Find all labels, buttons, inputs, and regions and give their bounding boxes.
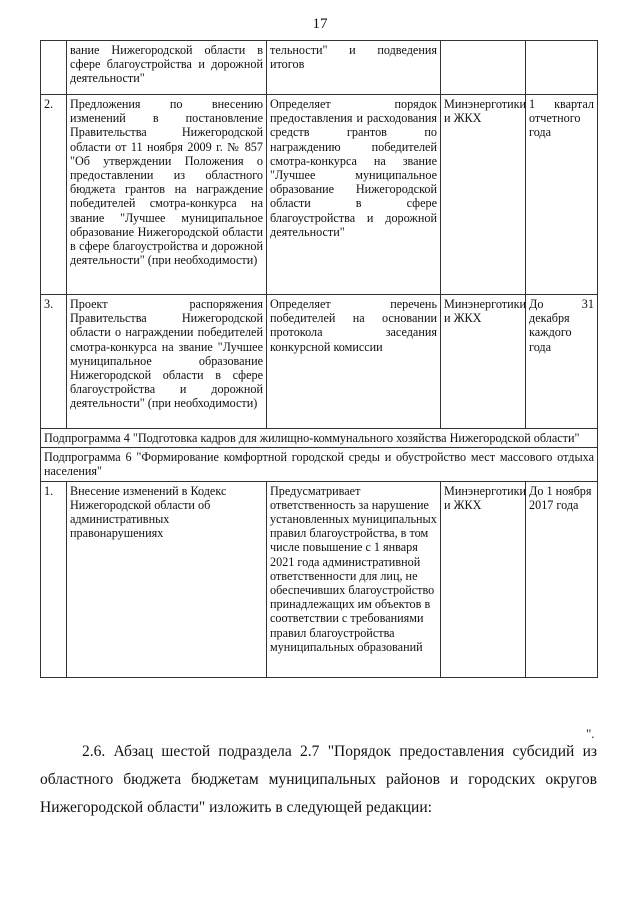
measures-table xyxy=(40,40,598,678)
closing-quote: ". xyxy=(586,726,595,741)
cell-num: 2. xyxy=(41,95,67,295)
cell-deadline: 1 квартал отчетного года xyxy=(526,95,598,295)
subprogram-row xyxy=(41,448,598,481)
subprogram-row xyxy=(41,429,598,448)
body-paragraph: 2.6. Абзац шестой подраздела 2.7 "Порядок предоставления субсидий из областного бюджета бюджетам муниципальных районов и городских округов Нижегородской области" изложить в следующей редакции: xyxy=(40,743,597,816)
cell-num xyxy=(41,41,67,95)
cell-description: Определяет порядок предоставления и расходования средств грантов по награждению победителей смотра-конкурса на звание "Лучшее муниципальное образование Нижегородской области в сфере благоустройства и дорожной деятельности" xyxy=(267,95,441,295)
cell-executor: Минэнерготики и ЖКХ xyxy=(441,295,526,429)
table-row xyxy=(41,41,598,95)
cell-num: 3. xyxy=(41,295,67,429)
subprogram-6-heading: Подпрограмма 6 "Формирование комфортной городской среды и обустройство мест массового отдыха населения" xyxy=(41,448,598,481)
cell-name: Внесение изменений в Кодекс Нижегородской области об административных правонарушениях xyxy=(67,481,267,677)
cell-executor xyxy=(441,41,526,95)
cell-description: Предусматривает ответственность за нарушение установленных муниципальных правил благоустройства, в том числе повышение с 1 января 2021 года административной ответственности для лиц, не обеспечивших благоустройство принадлежащих им объектов в соответствии с требованиями правил благоустройства муниципальных образований xyxy=(267,481,441,677)
subprogram-4-heading: Подпрограмма 4 "Подготовка кадров для жилищно-коммунального хозяйства Нижегородской области" xyxy=(41,429,598,448)
cell-name: Проект распоряжения Правительства Нижегородской области о награждении победителей смотра-конкурса на звание "Лучшее муниципальное образование Нижегородской области в сфере благоустройства и дорожной деятельности" (при необходимости) xyxy=(67,295,267,429)
cell-description: тельности" и подведения итогов xyxy=(267,41,441,95)
cell-num: 1. xyxy=(41,481,67,677)
cell-description: Определяет перечень победителей на основании протокола заседания конкурсной комиссии xyxy=(267,295,441,429)
table-row xyxy=(41,295,598,429)
cell-executor: Минэнерготики и ЖКХ xyxy=(441,481,526,677)
cell-deadline xyxy=(526,41,598,95)
table-row xyxy=(41,481,598,677)
page-number: 17 xyxy=(312,16,328,32)
cell-deadline: До 1 ноября 2017 года xyxy=(526,481,598,677)
cell-executor: Минэнерготики и ЖКХ xyxy=(441,95,526,295)
cell-name: вание Нижегородской области в сфере благоустройства и дорожной деятельности" xyxy=(67,41,267,95)
table-row xyxy=(41,95,598,295)
cell-name: Предложения по внесению изменений в постановление Правительства Нижегородской области от 11 ноября 2009 г. № 857 "Об утверждении Положения о предоставлении из областного бюджета грантов на награждение победителей смотра-конкурса на звание "Лучшее муниципальное образование Нижегородской области в сфере благоустройства и дорожной деятельности" (при необходимости) xyxy=(67,95,267,295)
cell-deadline: До 31 декабря каждого года xyxy=(526,295,598,429)
